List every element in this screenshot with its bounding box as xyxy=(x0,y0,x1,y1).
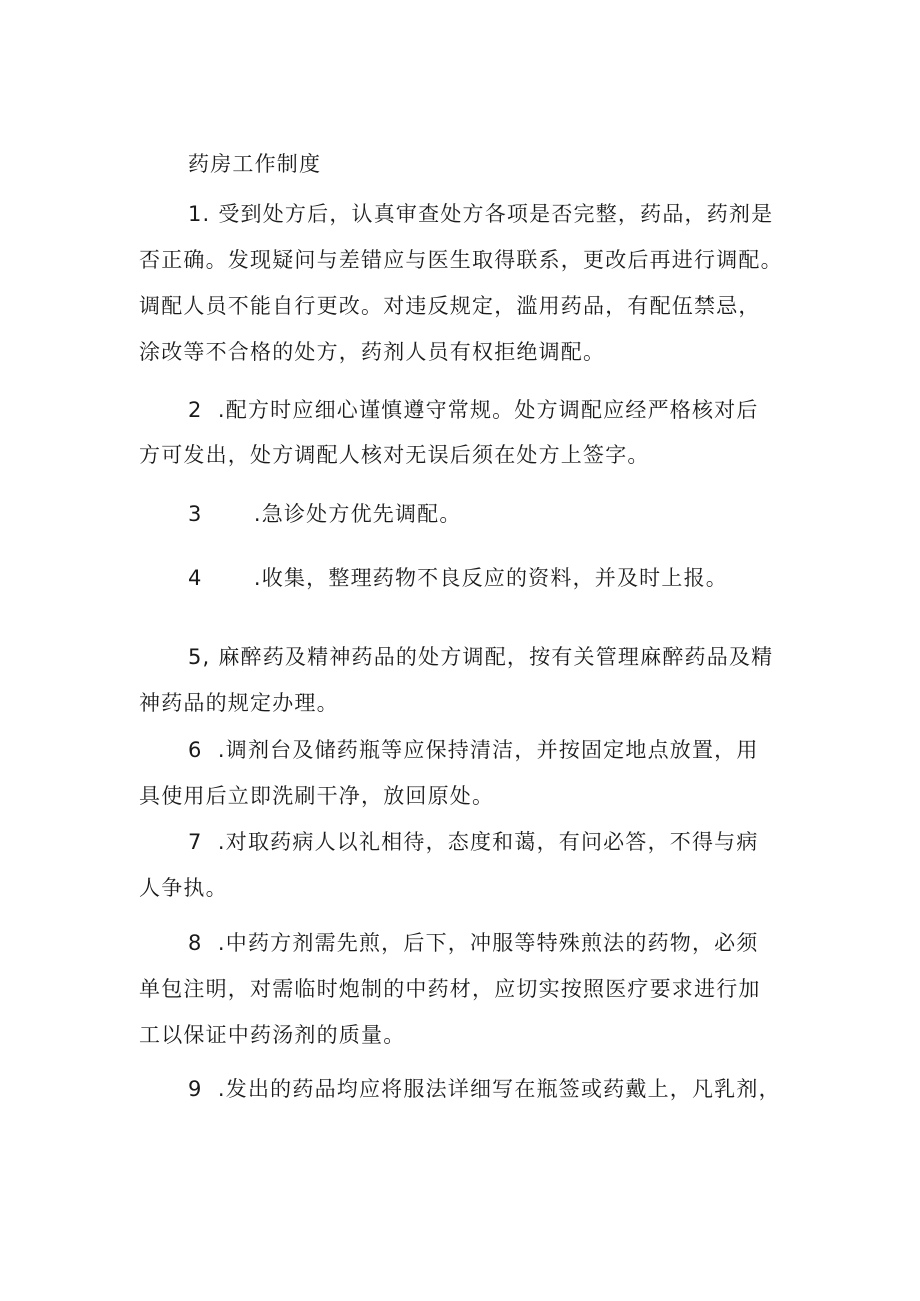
item-9-line-1: 9 .发出的药品均应将服法详细写在瓶签或药戴上，凡乳剂， xyxy=(188,1077,781,1101)
item-5-line-1: 5, 麻醉药及精神药品的处方调配，按有关管理麻醉药品及精 xyxy=(188,645,774,669)
item-6-line-2: 具使用后立即洗刷干净，放回原处。 xyxy=(139,784,495,808)
item-5-line-2: 神药品的规定办理。 xyxy=(139,691,339,715)
item-5-number: 5, xyxy=(188,645,211,669)
item-2-line-1: 2 .配方时应细心谨慎遵守常规。处方调配应经严格核对后 xyxy=(188,398,759,422)
item-2-line-2: 方可发出，处方调配人核对无误后须在处方上签字。 xyxy=(139,443,650,467)
item-1-line-1: 1. 受到处方后，认真审查处方各项是否完整，药品，药剂是 xyxy=(188,202,774,226)
item-6-number: 6 xyxy=(188,738,203,762)
item-1-line-4: 涂改等不合格的处方，药剂人员有权拒绝调配。 xyxy=(139,340,606,364)
item-8-number: 8 xyxy=(188,931,203,955)
item-4-line-1: 4 .收集，整理药物不良反应的资料，并及时上报。 xyxy=(188,566,728,590)
item-1-line-2: 否正确。发现疑问与差错应与医生取得联系，更改后再进行调配。 xyxy=(139,248,783,272)
item-2-number: 2 xyxy=(188,398,203,422)
item-8-line-1: 8 .中药方剂需先煎，后下，冲服等特殊煎法的药物，必须 xyxy=(188,931,759,955)
item-9-number: 9 xyxy=(188,1077,203,1101)
item-3-line-1: 3 .急诊处方优先调配。 xyxy=(188,502,462,526)
item-1-number: 1. xyxy=(188,202,211,226)
item-3-number: 3 xyxy=(188,502,203,526)
item-7-line-1: 7 .对取药病人以礼相待，态度和蔼，有问必答，不得与病 xyxy=(188,830,759,854)
item-8-line-2: 单包注明，对需临时炮制的中药材，应切实按照医疗要求进行加 xyxy=(139,977,761,1001)
item-4-number: 4 xyxy=(188,566,203,590)
item-8-line-3: 工以保证中药汤剂的质量。 xyxy=(139,1023,406,1047)
item-1-line-3: 调配人员不能自行更改。对违反规定，滥用药品，有配伍禁忌， xyxy=(139,294,761,318)
item-7-number: 7 xyxy=(188,830,203,854)
item-6-line-1: 6 .调剂台及储药瓶等应保持清洁，并按固定地点放置，用 xyxy=(188,738,759,762)
item-7-line-2: 人争执。 xyxy=(139,876,228,900)
document-title: 药房工作制度 xyxy=(188,152,322,176)
